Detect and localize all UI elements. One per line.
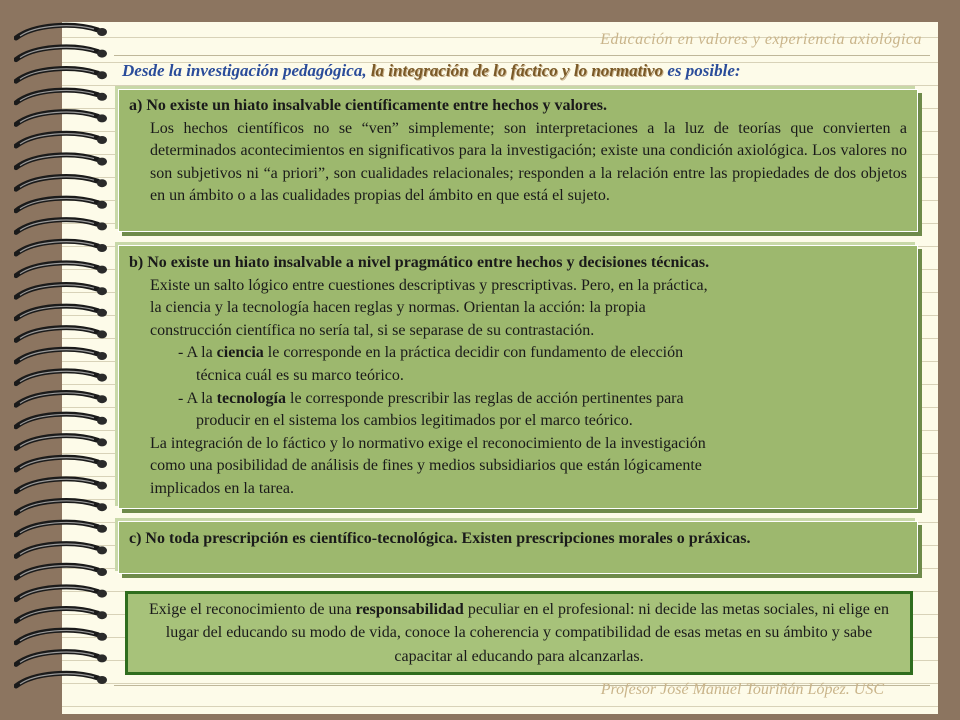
point-b-line-4: La integración de lo fáctico y lo normativo exige el reconocimiento de la investigación (150, 434, 706, 452)
binding-ring (16, 69, 107, 82)
binding-ring (16, 306, 107, 319)
binding-ring (16, 349, 107, 362)
point-b-heading: b) No existe un hiato insalvable a nivel pragmático entre hechos y decisiones técnicas. (129, 254, 710, 271)
binding-ring (16, 544, 107, 557)
spiral-binding-icon (14, 20, 114, 700)
binding-ring (16, 522, 107, 535)
responsibility-box (125, 591, 913, 675)
point-b-box (118, 245, 918, 509)
responsibility-before: Exige el reconocimiento de una (149, 601, 356, 618)
intro-after: es posible: (663, 61, 741, 80)
point-a-heading: a) No existe un hiato insalvable científicamente entre hechos y valores. (129, 97, 608, 114)
binding-ring (16, 652, 107, 665)
binding-ring (16, 501, 107, 514)
binding-ring (16, 457, 107, 470)
binding-ring (16, 25, 107, 38)
point-b-line-1: Existe un salto lógico entre cuestiones descriptivas y prescriptivas. Pero, en la práctica, (150, 276, 708, 294)
point-b-line-3: construcción científica no sería tal, si se separase de su contrastación. (150, 321, 595, 339)
point-b-line-6: implicados en la tarea. (150, 479, 294, 497)
footer-author: Profesor José Manuel Touriñán López. USC (600, 681, 884, 698)
item-ciencia-key: ciencia (216, 344, 264, 362)
binding-ring (16, 133, 107, 146)
point-a-box (118, 89, 918, 232)
binding-ring (16, 393, 107, 406)
header-divider (114, 55, 930, 56)
binding-ring (16, 565, 107, 578)
intro-highlight: la integración de lo fáctico y lo normativo (370, 61, 664, 80)
binding-ring (16, 479, 107, 492)
binding-ring (16, 220, 107, 233)
binding-ring (16, 673, 107, 686)
responsibility-after: peculiar en el profesional: ni decide las metas sociales, ni elige en lugar del educando su modo de vida, conoce la coherencia y compatibilidad de esas metas en su ámbito y sabe capacitar al educando para alcanzarlas. (165, 601, 889, 665)
binding-ring (16, 609, 107, 622)
intro-sentence (122, 61, 932, 81)
binding-ring (16, 112, 107, 125)
point-c-box (118, 521, 918, 574)
item-tecnologia-key: tecnología (216, 389, 286, 407)
binding-ring (16, 630, 107, 643)
point-b-line-5: como una posibilidad de análisis de fines y medios subsidiarios que están lógicamente (150, 457, 702, 475)
binding-ring (16, 241, 107, 254)
binding-ring (16, 414, 107, 427)
binding-ring (16, 155, 107, 168)
binding-ring (16, 285, 107, 298)
point-c-heading: c) No toda prescripción es científico-tecnológica. Existen prescripciones morales o práxicas. (129, 530, 751, 547)
item-ciencia-prefix: - A la (178, 344, 217, 362)
binding-ring (16, 198, 107, 211)
header-title: Educación en valores y experiencia axiológica (600, 31, 922, 48)
point-b-item-ciencia (129, 342, 907, 365)
binding-ring (16, 263, 107, 276)
binding-ring (16, 371, 107, 384)
binding-ring (16, 587, 107, 600)
point-b-item-tecnologia (129, 388, 907, 411)
point-b-item-tecnologia-cont: producir en el sistema los cambios legitimados por el marco teórico. (196, 412, 633, 430)
intro-before: Desde la investigación pedagógica, (122, 61, 371, 80)
point-b-line-2: la ciencia y la tecnología hacen reglas y normas. Orientan la acción: la propia (150, 299, 646, 317)
binding-ring (16, 177, 107, 190)
point-a-body: Los hechos científicos no se “ven” simplemente; son interpretaciones a la luz de teorías que convierten a determinados acontecimientos en significativos para la investigación; existe una condición axiológica. Los valores no son subjetivos ni “a priori”, son cualidades relacionales; responden a la relación entre las propiedades de dos objetos en un ámbito o a las cualidades propias del ámbito en que está el sujeto. (150, 119, 907, 205)
binding-ring (16, 328, 107, 341)
binding-ring (16, 436, 107, 449)
item-tecnologia-rest: le corresponde prescribir las reglas de acción pertinentes para (286, 389, 684, 407)
binding-ring (16, 90, 107, 103)
binding-ring (16, 47, 107, 60)
point-b-item-ciencia-cont: técnica cuál es su marco teórico. (196, 366, 404, 384)
item-tecnologia-prefix: - A la (178, 389, 217, 407)
responsibility-key: responsabilidad (355, 601, 464, 618)
item-ciencia-rest: le corresponde en la práctica decidir con fundamento de elección (263, 344, 684, 362)
